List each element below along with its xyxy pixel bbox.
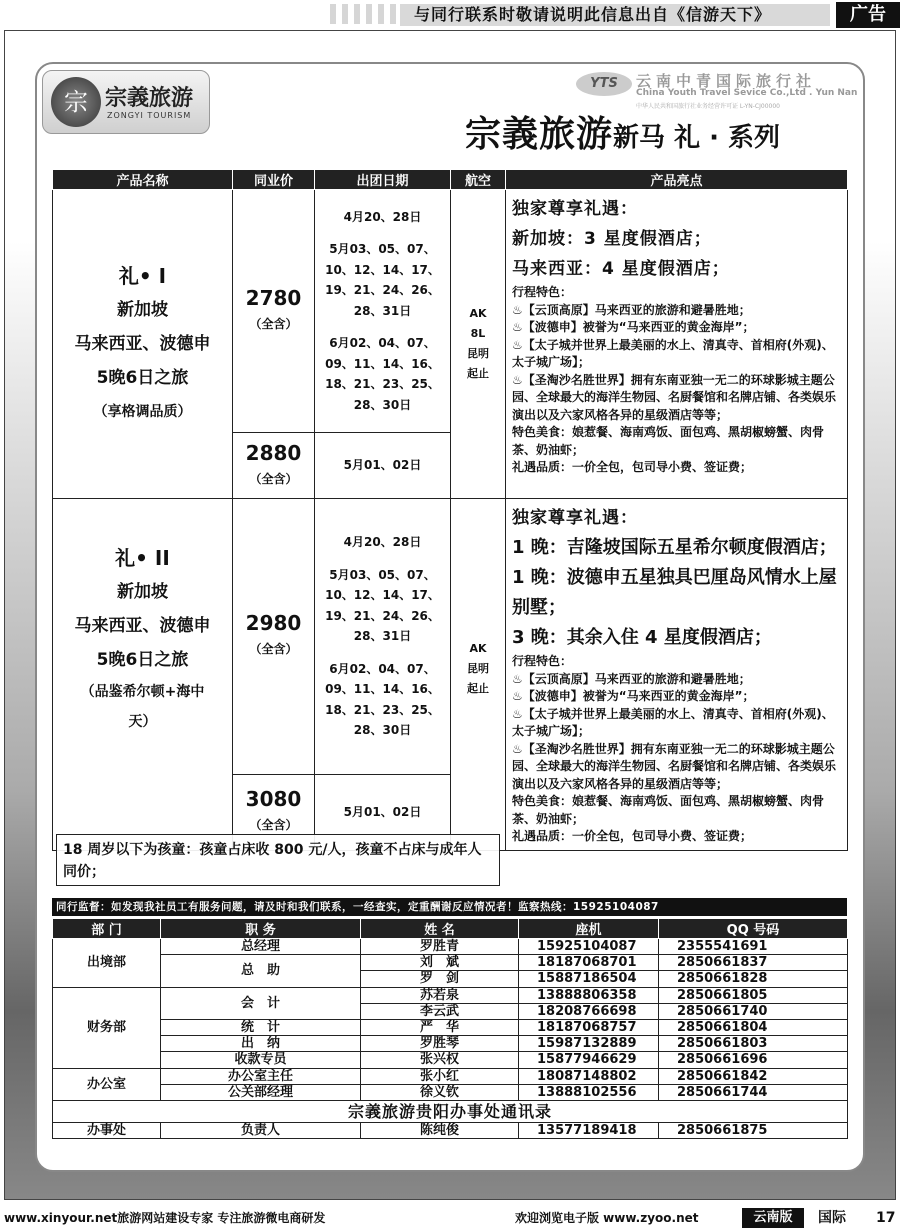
phone-cell: 18087148802 (519, 1068, 659, 1084)
price-inclusive: （全含） (249, 818, 298, 833)
col-header: QQ 号码 (659, 919, 848, 939)
footer-website: 欢迎浏览电子版 www.zyoo.net (515, 1211, 699, 1225)
phone-cell: 13888102556 (519, 1084, 659, 1100)
date-line: 4月20、28日 (343, 535, 422, 550)
yts-logo-icon: YTS (576, 72, 632, 96)
table-row (53, 1122, 848, 1138)
product-note: （品鉴希尔顿+海中天） (80, 684, 205, 730)
monitor-hotline: 同行监督：如发现我社员工有服务问题，请及时和我们联系，一经查实，定重酬谢反应情况者！监察热线：15925104087 (52, 898, 847, 916)
date-line: 5月03、05、07、 (329, 567, 436, 582)
agency-name-cn: 云南中青国际旅行社 (636, 72, 817, 90)
role-cell: 出 纳 (161, 1036, 361, 1052)
features-title: 行程特色： (512, 285, 573, 299)
product-line: 5晚6日之旅 (96, 650, 189, 670)
qq-cell: 2850661696 (659, 1052, 848, 1068)
role-cell: 收款专员 (161, 1052, 361, 1068)
name-cell: 严 华 (361, 1019, 519, 1035)
quality-line: 礼遇品质：一价全包，包司导小费、签证费； (512, 460, 753, 474)
brand-logo-name: 宗義旅游 (105, 85, 194, 111)
phone-cell: 13577189418 (519, 1122, 659, 1138)
name-cell: 罗胜琴 (361, 1036, 519, 1052)
agency-name-en: China Youth Travel Sevice Co.,Ltd . Yun Nan (636, 88, 858, 98)
feature-item: ♨【波德申】被誉为“马来西亚的黄金海岸”； (512, 689, 755, 703)
col-header: 座机 (519, 919, 659, 939)
brand-logo (42, 70, 210, 134)
airline-line: AK (469, 642, 487, 655)
highlight-hotel: 3 晚：其余入住 4 星度假酒店； (512, 627, 772, 648)
highlight-hotel: 马来西亚：4 星度假酒店； (512, 259, 730, 279)
price-value: 2980 (245, 611, 302, 636)
qq-cell: 2850661803 (659, 1036, 848, 1052)
dates-cell (315, 499, 451, 775)
role-cell: 总 助 (161, 955, 361, 987)
date-line: 10、12、14、17、 (325, 262, 440, 277)
date-line: 09、11、14、16、 (325, 682, 440, 697)
child-policy: 18 周岁以下为孩童：孩童占床收 800 元/人，孩童不占床与成年人同价； (56, 834, 500, 886)
highlight-title: 独家尊享礼遇： (512, 508, 638, 528)
feature-item: ♨【圣淘沙名胜世界】拥有东南亚独一无二的环球影城主题公园、全球最大的海洋生物园、名厨餐馆和名牌店铺、各类娱乐演出以及六家风格各异的星级酒店等等； (512, 372, 837, 422)
top-banner (0, 0, 900, 28)
col-header: 姓 名 (361, 919, 519, 939)
col-header: 航空 (451, 170, 506, 190)
dates-cell (315, 190, 451, 433)
product-line: 新加坡 (117, 300, 168, 320)
table-row (53, 1036, 848, 1052)
product-line: 新加坡 (117, 582, 168, 602)
table-row (53, 1084, 848, 1100)
product-line: 马来西亚、波德申 (74, 616, 211, 636)
highlights-cell (506, 499, 848, 851)
section-label: 国际 (818, 1210, 846, 1226)
airline-line: AK (469, 307, 487, 320)
col-header: 出团日期 (315, 170, 451, 190)
name-cell: 张兴权 (361, 1052, 519, 1068)
product-tier: 礼• I (118, 264, 167, 288)
qq-cell: 2355541691 (659, 939, 848, 955)
product-line: 5晚6日之旅 (96, 368, 189, 388)
price-inclusive: （全含） (249, 471, 298, 486)
phone-cell: 18187068757 (519, 1019, 659, 1035)
series-title (465, 106, 865, 158)
price-inclusive: （全含） (249, 317, 298, 331)
ad-tag: 广告 (836, 2, 900, 28)
col-header: 同业价 (233, 170, 315, 190)
product-line: 马来西亚、波德申 (74, 334, 211, 354)
highlight-hotel: 1 晚：吉隆坡国际五星希尔顿度假酒店； (512, 537, 837, 558)
qq-cell: 2850661805 (659, 987, 848, 1003)
quality-line: 礼遇品质：一价全包，包司导小费、签证费； (512, 829, 753, 843)
qq-cell: 2850661828 (659, 971, 848, 987)
name-cell: 张小红 (361, 1068, 519, 1084)
col-header: 职 务 (161, 919, 361, 939)
phone-cell: 15987132889 (519, 1036, 659, 1052)
product-name-cell (53, 190, 233, 499)
date-line: 28、30日 (353, 723, 412, 738)
date-line: 09、11、14、16、 (325, 356, 440, 371)
col-header: 产品名称 (53, 170, 233, 190)
product-row (53, 190, 848, 433)
dept-cell: 办事处 (53, 1122, 161, 1138)
date-line: 28、30日 (353, 397, 412, 412)
phone-cell: 18208766698 (519, 1003, 659, 1019)
name-cell: 刘 斌 (361, 955, 519, 971)
product-tier: 礼• II (115, 546, 170, 570)
table-row (53, 1068, 848, 1084)
date-line: 18、21、23、25、 (325, 377, 440, 392)
top-slogan: 与同行联系时敬请说明此信息出自《信游天下》 (400, 4, 830, 26)
phone-cell: 15877946629 (519, 1052, 659, 1068)
airline-line: 起止 (467, 682, 489, 695)
date-line: 19、21、24、26、 (325, 608, 440, 623)
product-name-cell (53, 499, 233, 851)
contacts-table (52, 918, 848, 1139)
qq-cell: 2850661842 (659, 1068, 848, 1084)
col-header: 产品亮点 (506, 170, 848, 190)
highlight-hotel: 新加坡：3 星度假酒店； (512, 229, 712, 249)
price-cell (233, 433, 315, 499)
airline-line: 昆明 (467, 347, 489, 360)
product-row (53, 499, 848, 775)
price-cell (233, 499, 315, 775)
dept-cell: 办公室 (53, 1068, 161, 1100)
page-footer (0, 1206, 900, 1230)
price-value: 3080 (245, 787, 302, 812)
role-cell: 公关部经理 (161, 1084, 361, 1100)
role-cell: 总经理 (161, 939, 361, 955)
highlight-hotel: 1 晚：波德申五星独具巴厘岛风情水上屋别墅； (512, 567, 837, 618)
office-title-row (53, 1100, 848, 1122)
feature-item: ♨【太子城并世界上最美丽的水上、清真寺、首相府(外观)、太子城广场】； (512, 337, 834, 369)
airline-cell (451, 190, 506, 499)
footer-left: www.xinyour.net旅游网站建设专家 专注旅游微电商研发 (4, 1211, 326, 1225)
feature-item: ♨【太子城并世界上最美丽的水上、清真寺、首相府(外观)、太子城广场】； (512, 706, 834, 738)
qq-cell: 2850661804 (659, 1019, 848, 1035)
qq-cell: 2850661740 (659, 1003, 848, 1019)
date-line: 10、12、14、17、 (325, 588, 440, 603)
product-table-header (53, 170, 848, 190)
dept-cell: 出境部 (53, 939, 161, 988)
airline-line: 起止 (467, 367, 489, 380)
name-cell: 徐义钦 (361, 1084, 519, 1100)
agency-license: 中华人民共和国旅行社业务经营许可证 L-YN-CJ00000 (636, 103, 780, 110)
table-row (53, 939, 848, 955)
date-line: 5月01、02日 (343, 458, 422, 473)
date-line: 5月03、05、07、 (329, 242, 436, 257)
airline-line: 昆明 (467, 662, 489, 675)
role-cell: 办公室主任 (161, 1068, 361, 1084)
food-line: 特色美食：娘惹餐、海南鸡饭、面包鸡、黑胡椒螃蟹、肉骨茶、奶油虾； (512, 794, 825, 826)
date-line: 18、21、23、25、 (325, 702, 440, 717)
brand-logo-en: ZONGYI TOURISM (107, 111, 192, 120)
checker-decoration (330, 4, 400, 24)
table-row (53, 1052, 848, 1068)
dept-cell: 财务部 (53, 987, 161, 1068)
dates-cell (315, 433, 451, 499)
role-cell: 会 计 (161, 987, 361, 1019)
airline-line: 8L (470, 327, 486, 340)
date-line: 6月02、04、07、 (329, 336, 436, 351)
airline-cell (451, 499, 506, 851)
name-cell: 李云武 (361, 1003, 519, 1019)
series-name: 新马 礼 · 系列 (613, 123, 781, 153)
product-table (52, 169, 848, 851)
role-cell: 统 计 (161, 1019, 361, 1035)
table-row (53, 1019, 848, 1035)
series-brand: 宗義旅游 (465, 114, 614, 155)
role-cell: 负责人 (161, 1122, 361, 1138)
contacts-header (53, 919, 848, 939)
feature-item: ♨【波德申】被誉为“马来西亚的黄金海岸”； (512, 320, 755, 334)
price-value: 2780 (245, 286, 302, 310)
page-number: 17 (876, 1210, 896, 1226)
product-note: （享格调品质） (93, 404, 192, 420)
name-cell: 罗胜青 (361, 939, 519, 955)
price-value: 2880 (245, 440, 302, 465)
feature-item: ♨【云顶高原】马来西亚的旅游和避暑胜地； (512, 671, 751, 686)
name-cell: 陈纯俊 (361, 1122, 519, 1138)
name-cell: 罗 剑 (361, 971, 519, 987)
price-inclusive: （全含） (249, 642, 298, 657)
phone-cell: 15887186504 (519, 971, 659, 987)
footprint-logo-icon: 宗 (51, 77, 101, 127)
price-cell (233, 190, 315, 433)
phone-cell: 18187068701 (519, 955, 659, 971)
date-line: 4月20、28日 (343, 209, 422, 224)
features-title: 行程特色： (512, 654, 573, 668)
qq-cell: 2850661875 (659, 1122, 848, 1138)
phone-cell: 13888806358 (519, 987, 659, 1003)
office-title: 宗義旅游贵阳办事处通讯录 (53, 1100, 848, 1122)
table-row (53, 955, 848, 971)
phone-cell: 15925104087 (519, 939, 659, 955)
edition-tag: 云南版 (742, 1208, 804, 1228)
highlights-cell (506, 190, 848, 499)
food-line: 特色美食：娘惹餐、海南鸡饭、面包鸡、黑胡椒螃蟹、肉骨茶、奶油虾； (512, 425, 825, 457)
date-line: 28、31日 (353, 303, 412, 318)
qq-cell: 2850661744 (659, 1084, 848, 1100)
date-line: 19、21、24、26、 (325, 283, 440, 298)
col-header: 部 门 (53, 919, 161, 939)
name-cell: 苏若泉 (361, 987, 519, 1003)
highlight-title: 独家尊享礼遇： (512, 199, 638, 219)
qq-cell: 2850661837 (659, 955, 848, 971)
date-line: 28、31日 (353, 629, 412, 644)
table-row (53, 987, 848, 1003)
feature-item: ♨【圣淘沙名胜世界】拥有东南亚独一无二的环球影城主题公园、全球最大的海洋生物园、名厨餐馆和名牌店铺、各类娱乐演出以及六家风格各异的星级酒店等等； (512, 741, 837, 791)
date-line: 6月02、04、07、 (329, 661, 436, 676)
feature-item: ♨【云顶高原】马来西亚的旅游和避暑胜地； (512, 302, 751, 317)
date-line: 5月01、02日 (343, 804, 422, 819)
